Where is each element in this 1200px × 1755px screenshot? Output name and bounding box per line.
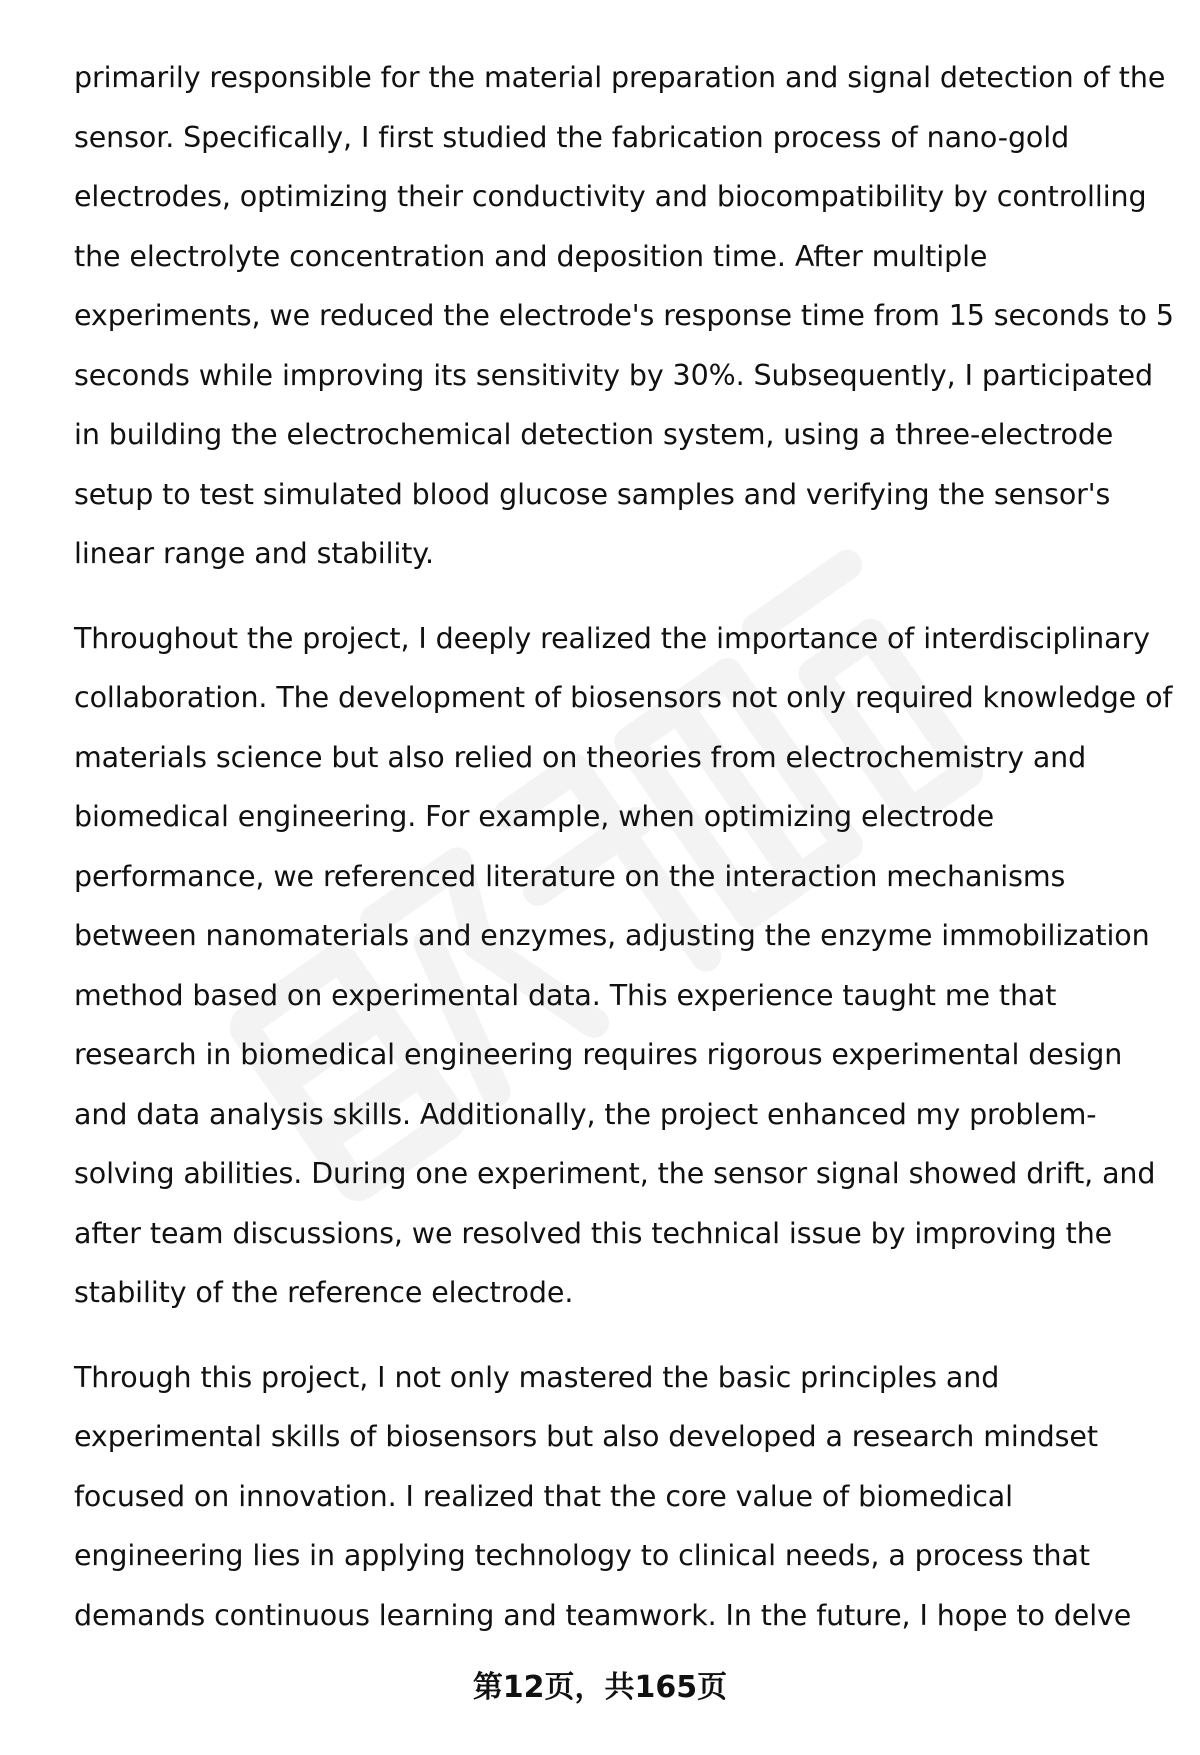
body-text bbox=[74, 48, 1174, 1670]
page-number-footer: 第12页，共165页 bbox=[472, 1670, 728, 1705]
paragraph-3: Through this project, I not only mastered the basic principles and experimental skills of biosensors but also developed a research mindset focused on innovation. I realized that the core value of biomedical engineering lies in applying technology to clinical needs, a process that demands continuous learning and teamwork. In the future, I hope to delve bbox=[74, 1360, 1132, 1632]
paragraph-2: Throughout the project, I deeply realized the importance of interdisciplinary collaboration. The development of biosensors not only required knowledge of materials science but also relied on theories from electrochemistry and biomedical engineering. For example, when optimizing electrode performance, we referenced literature on the interaction mechanisms between nanomaterials and enzymes, adjusting the enzyme immobilization method based on experimental data. This experience taught me that research in biomedical engineering requires rigorous experimental design and data analysis skills. Additionally, the project enhanced my problem-solving abilities. During one experiment, the sensor signal showed drift, and after team discussions, we resolved this technical issue by improving the stability of the reference electrode. bbox=[74, 621, 1173, 1309]
paragraph-1: primarily responsible for the material preparation and signal detection of the sensor. Specifically, I first studied the fabrication process of nano-gold electrodes, optimizing their conductivity and biocompatibility by controlling the electrolyte concentration and deposition time. After multiple experiments, we reduced the electrode's response time from 15 seconds to 5 seconds while improving its sensitivity by 30%. Subsequently, I participated in building the electrochemical detection system, using a three-electrode setup to test simulated blood glucose samples and verifying the sensor's linear range and stability. bbox=[74, 61, 1174, 570]
